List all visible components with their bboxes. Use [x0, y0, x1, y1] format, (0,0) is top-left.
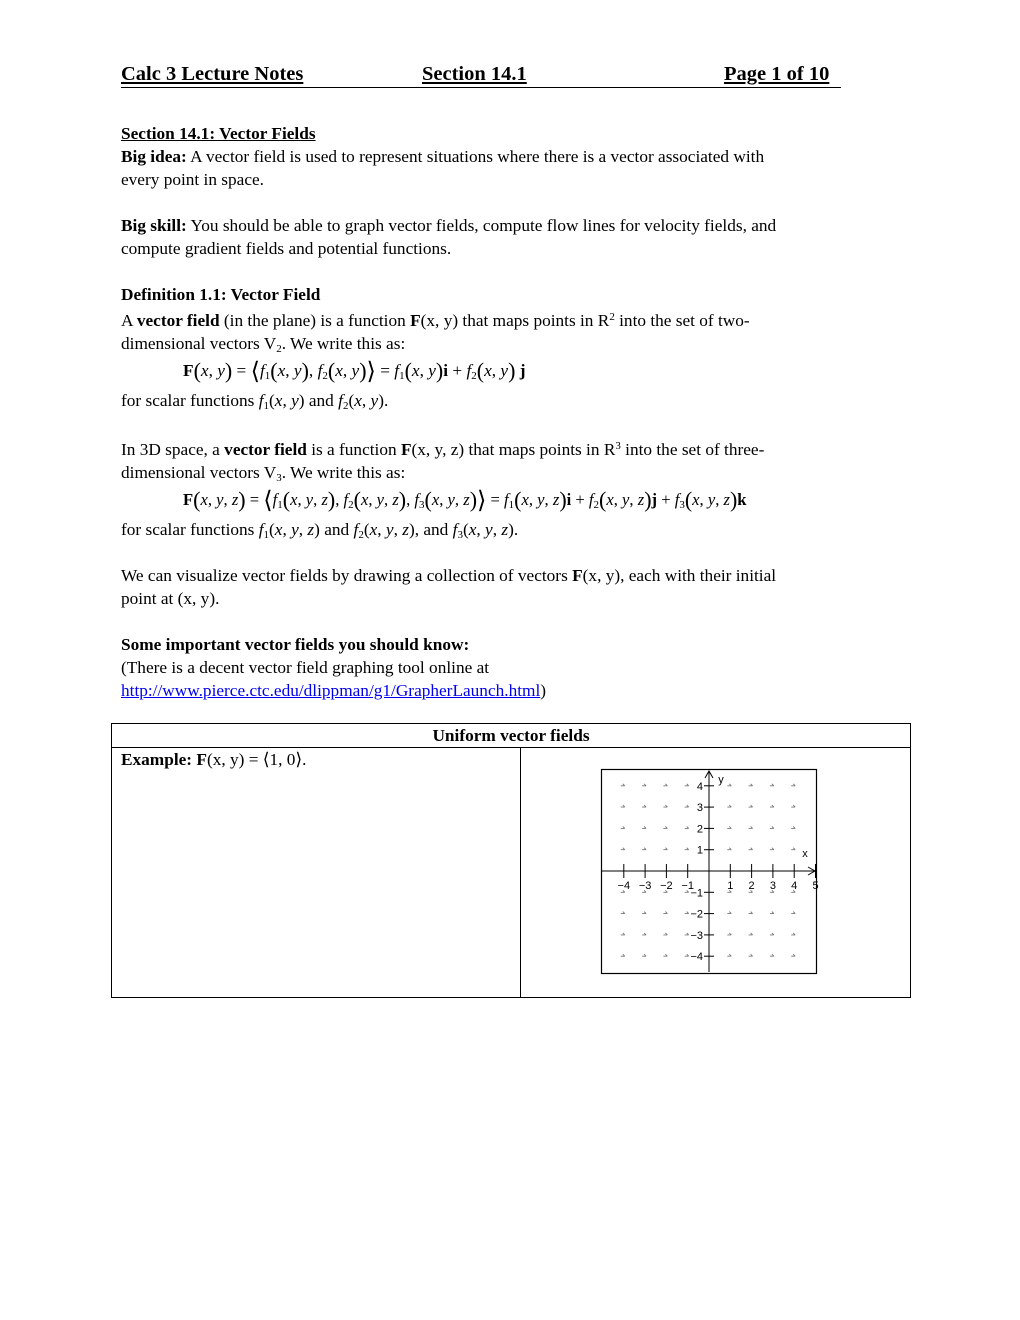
space-text-c: into the set of three- — [620, 440, 765, 459]
big-skill — [121, 214, 776, 260]
section-number: Section 14.1 — [422, 63, 527, 85]
visualize-line2: point at (x, y). — [121, 589, 220, 608]
y-tick-label: −3 — [690, 929, 703, 942]
space-fx: (x, y, z) that maps points in R — [411, 440, 616, 459]
example-label: Example: — [121, 750, 193, 769]
space-sup: 3 — [615, 440, 621, 452]
def-line2: dimensional vectors V — [121, 334, 277, 353]
space-text-b: is a function — [306, 440, 401, 459]
def-sup: 2 — [609, 311, 615, 323]
y-tick-label: 2 — [696, 823, 703, 836]
big-idea-text: A vector field is used to represent situations where there is a vector associated with — [186, 147, 765, 166]
course-title: Calc 3 Lecture Notes — [121, 63, 304, 85]
scalar-text: for scalar functions — [121, 391, 259, 410]
x-tick-label: −2 — [660, 880, 673, 892]
def-sub: 2 — [276, 343, 282, 355]
visualize-fxy: (x, y), each with their initial — [582, 566, 777, 585]
example-cell: Example: F(x, y) = ⟨1, 0⟩. — [112, 748, 521, 998]
important-note — [121, 656, 546, 702]
formula-2d: F(x, $y) = ⟨f_1(x$, y), $f_2(x$, y)⟩ = $f_1(x$, $y)i + f_2(x$, y) j — [183, 358, 526, 385]
example-text: (x, y) = ⟨1, 0⟩. — [206, 750, 307, 769]
big-idea — [121, 145, 764, 191]
def-text-a: A — [121, 311, 137, 330]
section-title: Section 14.1: Vector Fields — [121, 124, 316, 143]
def-fx: (x, y) that maps points in R — [420, 311, 610, 330]
vector-field-plot — [601, 769, 817, 974]
visualize-line1: We can visualize vector fields by drawing a collection of vectors — [121, 566, 573, 585]
x-tick-label: 5 — [812, 880, 819, 892]
definition-title: Definition 1.1: Vector Field — [121, 285, 321, 304]
page-number: Page 1 of 10 — [724, 63, 830, 85]
y-tick-label: −1 — [690, 887, 703, 900]
y-tick-label: −4 — [690, 951, 703, 964]
x-tick-label: −3 — [638, 880, 652, 892]
y-tick-label: −2 — [690, 908, 703, 921]
x-tick-label: 1 — [727, 880, 734, 892]
big-skill-label: Big skill: — [121, 216, 187, 235]
def-term: vector field — [136, 311, 220, 330]
close-paren: ) — [540, 681, 547, 700]
big-idea-label: Big idea: — [121, 147, 187, 166]
big-skill-text-2: compute gradient fields and potential functions. — [121, 239, 452, 258]
y-tick-label: 4 — [696, 780, 703, 793]
space-definition: In 3D space, a vector field is a function F(x, y, z) that maps points in $R^3$ into the set of three- dimensional vectors $V_3$. We write this as: — [121, 440, 765, 484]
big-idea-text-2: every point in space. — [121, 170, 265, 189]
space-line2: dimensional vectors V — [121, 463, 277, 482]
scalar-text-3d: for scalar functions — [121, 520, 259, 539]
important-title: Some important vector fields you should know: — [121, 635, 470, 654]
x-tick-label: 3 — [769, 880, 776, 892]
vector-field-graph — [601, 769, 817, 974]
visualize-text: We can visualize vector fields by drawing a collection of vectors F(x, y), each with their initial point at (x, y). — [121, 566, 777, 608]
def-text-b: (in the plane) is a function — [219, 311, 411, 330]
grapher-link[interactable]: http://www.pierce.ctc.edu/dlippman/g1/GrapherLaunch.html — [121, 681, 541, 700]
def-text-c: into the set of two- — [614, 311, 750, 330]
x-tick-label: 2 — [748, 880, 755, 892]
table-title: Uniform vector fields — [112, 724, 911, 748]
space-sub: 3 — [276, 472, 282, 484]
scalar-functions-3d: for scalar functions $f_1(x$, y, z) and $f_2(x$, y, z), and $f_3(x$, y, z). — [121, 520, 519, 541]
x-axis-label: x — [802, 848, 808, 860]
y-tick-label: 3 — [696, 802, 703, 815]
space-text-a: In 3D space, a — [121, 440, 225, 459]
space-term: vector field — [224, 440, 307, 459]
def-line2-end: . We write this as: — [281, 334, 406, 353]
x-tick-label: −1 — [681, 880, 694, 892]
x-tick-label: 4 — [791, 880, 798, 892]
y-tick-label: 1 — [696, 844, 703, 857]
scalar-functions-2d: for scalar functions $f_1(x$, y) and $f_2(x$, y). — [121, 391, 389, 412]
formula-3d: F(x, y, $z) = ⟨f_1(x$, y, z), $f_2(x$, y, z), $f_3(x$, y, z)⟩ = $f_1(x$, y, $z)i + f_2(x$, y, $z)j + f_3(x$, y, z)k — [183, 487, 747, 514]
page-header — [121, 63, 841, 88]
y-axis-label: y — [718, 774, 724, 786]
important-line1: (There is a decent vector field graphing tool online at — [121, 658, 490, 677]
x-tick-label: −4 — [617, 880, 631, 892]
space-line2-end: . We write this as: — [281, 463, 406, 482]
big-skill-text: You should be able to graph vector fields, compute flow lines for velocity fields, and — [186, 216, 777, 235]
definition-body: A vector field (in the plane) is a function F(x, y) that maps points in $R^2$ into the set of two- dimensional vectors $V_2$. We write this as: — [121, 311, 750, 355]
